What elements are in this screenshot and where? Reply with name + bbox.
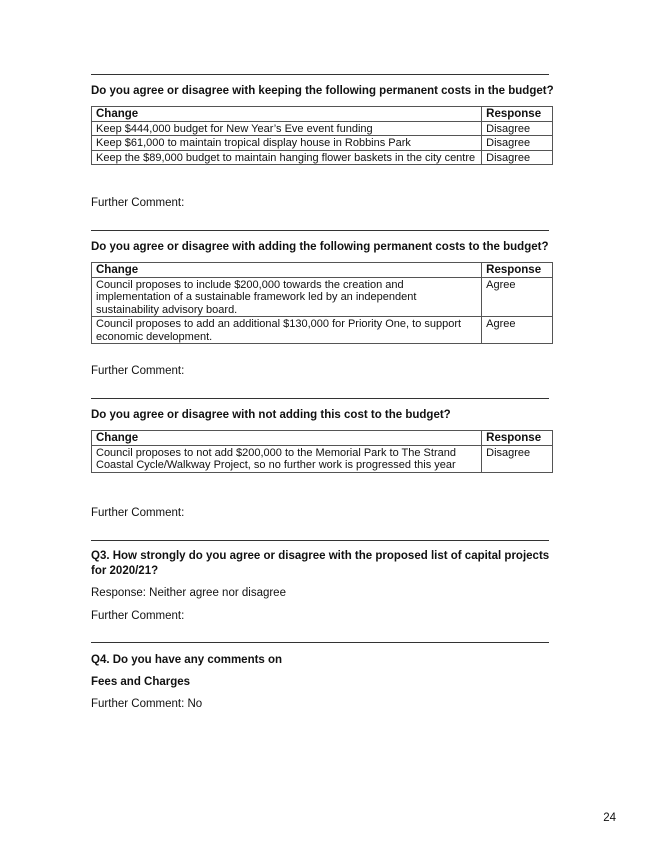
table-row [92, 136, 553, 151]
cell-change: Council proposes to add an additional $130,000 for Priority One, to support economic development. [92, 317, 482, 344]
cell-change: Council proposes to not add $200,000 to the Memorial Park to The Strand Coastal Cycle/Walkway Project, so no further work is progressed this year [92, 445, 482, 472]
section3-table [91, 430, 553, 473]
cell-response: Agree [482, 317, 553, 344]
page-number: 24 [603, 812, 616, 824]
divider [91, 398, 549, 399]
cell-response: Disagree [482, 136, 553, 151]
header-response: Response [482, 107, 553, 122]
divider [91, 230, 549, 231]
section3-comment: Further Comment: [91, 507, 185, 519]
q4-comment: Further Comment: No [91, 698, 203, 710]
cell-response: Agree [482, 277, 553, 317]
header-response: Response [482, 431, 553, 446]
section1-table [91, 106, 553, 165]
table-row [92, 445, 553, 472]
cell-response: Disagree [482, 445, 553, 472]
section2-comment: Further Comment: [91, 365, 185, 377]
table-row [92, 277, 553, 317]
header-response: Response [482, 263, 553, 278]
section2-question: Do you agree or disagree with adding the following permanent costs to the budget? [91, 241, 549, 253]
table-header-row [92, 107, 553, 122]
table-row [92, 317, 553, 344]
q3-response: Response: Neither agree nor disagree [91, 587, 286, 599]
cell-response: Disagree [482, 150, 553, 165]
section1-comment: Further Comment: [91, 197, 185, 209]
table-row [92, 121, 553, 136]
q4-question: Q4. Do you have any comments on [91, 654, 283, 666]
section1-question: Do you agree or disagree with keeping the following permanent costs in the budget? [91, 85, 554, 97]
table-row [92, 150, 553, 165]
header-change: Change [92, 263, 482, 278]
table-header-row [92, 431, 553, 446]
cell-change: Keep $61,000 to maintain tropical display house in Robbins Park [92, 136, 482, 151]
divider [91, 74, 549, 75]
q4-subheading: Fees and Charges [91, 676, 191, 688]
cell-change: Keep the $89,000 budget to maintain hanging flower baskets in the city centre [92, 150, 482, 165]
header-change: Change [92, 431, 482, 446]
cell-response: Disagree [482, 121, 553, 136]
cell-change: Keep $444,000 budget for New Year’s Eve event funding [92, 121, 482, 136]
section2-table [91, 262, 553, 344]
cell-change: Council proposes to include $200,000 towards the creation and implementation of a sustainable framework led by an independent sustainability advisory board. [92, 277, 482, 317]
q3-comment: Further Comment: [91, 610, 185, 622]
section3-question: Do you agree or disagree with not adding this cost to the budget? [91, 409, 451, 421]
header-change: Change [92, 107, 482, 122]
divider [91, 540, 549, 541]
divider [91, 642, 549, 643]
q3-question: Q3. How strongly do you agree or disagree with the proposed list of capital projects for 2020/21? [91, 550, 550, 577]
table-header-row [92, 263, 553, 278]
